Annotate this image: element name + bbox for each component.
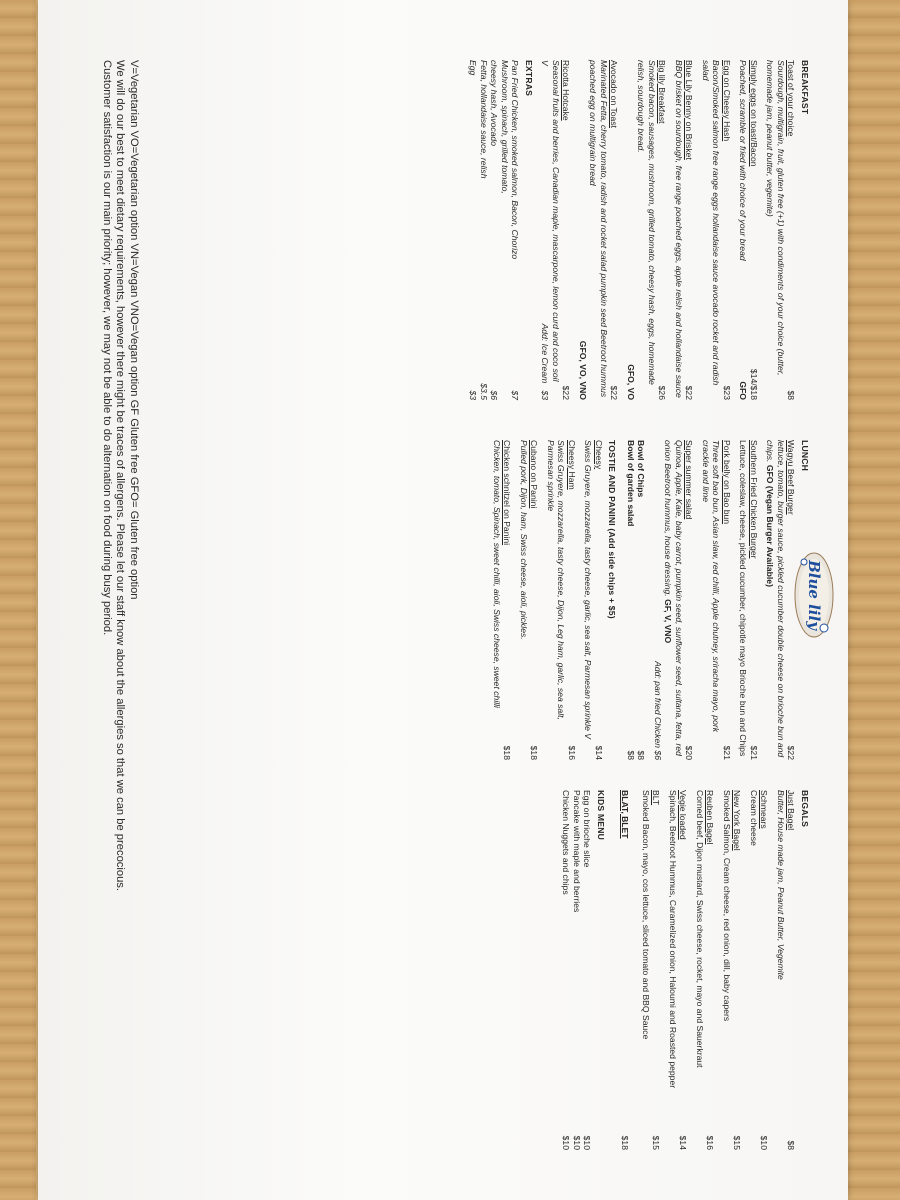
item-description: Smoked Bacon, mayo, cos lettuce, sliced tomato and BBQ Sauce	[641, 790, 651, 1040]
dietary-tag: GFO, VO	[626, 364, 636, 400]
item-price: $26	[657, 385, 668, 400]
menu-footer	[100, 60, 141, 1160]
menu-item	[546, 440, 578, 760]
item-price: $23	[722, 385, 732, 400]
kids-row	[561, 790, 572, 1150]
add-on-label: Add: Ice Cream	[540, 323, 551, 384]
add-on-price: $3	[540, 390, 551, 400]
menu-item	[674, 60, 695, 400]
toastie-title: TOSTIE AND PANINI (Add side chips + $5)	[607, 440, 618, 619]
item-price: $14/$18	[749, 368, 759, 400]
extra-name: cheesy hash, Avocado	[489, 60, 500, 146]
item-description: Swiss Gruyere, mozzarella, tasty cheese, Dijon, Leg ham, garlic, sea salt, Parmesan sprinkle	[546, 440, 567, 720]
add-on-line	[653, 440, 664, 760]
item-description: BBQ brisket on sourdough, free range poached eggs, apple relish and hollandaise sauce	[674, 60, 684, 398]
lunch-section	[486, 440, 811, 760]
kids-menu-title: KIDS MENU	[596, 790, 606, 841]
item-description: Spinach, Beetroot Hummus, Caramelized onion, Haloumi and Roasted pepper	[668, 790, 678, 1089]
item-name: Super summer salad	[684, 440, 695, 520]
item-price: $16	[705, 1135, 716, 1150]
item-description-text: lettuce, tomato, burger sauce, pickled cucumber double cheese on brioche bun and chips.	[765, 440, 786, 758]
item-name: Reuben Bagel	[705, 790, 716, 845]
extra-price: $6	[489, 390, 500, 400]
item-description: Poached, scramble or fried with choice of your bread	[738, 60, 749, 261]
add-on-label: Add: pan fried Chicken $6	[653, 661, 663, 760]
item-price: $22	[609, 385, 620, 400]
kids-row	[582, 790, 593, 1150]
item-description: Smoked bacon, sausages, mushroom, grilled tomato, cheesy hash, eggs, homemade relish, sourdough bread.	[636, 60, 657, 385]
kids-row	[572, 790, 583, 1150]
menu-sheet	[38, 0, 848, 1200]
menu-item	[738, 440, 759, 760]
item-name: Wagyu Beef Burger	[786, 440, 797, 515]
bagels-title: BEGALS	[800, 790, 810, 828]
item-name: Ricotta Hotcake	[561, 60, 572, 121]
item-name: Schmears	[759, 790, 770, 829]
menu-item	[653, 440, 695, 760]
breakfast-title: BREAKFAST	[800, 60, 810, 115]
wood-table-left	[0, 0, 36, 1200]
item-name: Just Bagel	[786, 790, 797, 831]
extra-name: Fetta, hollandaise sauce, relish	[479, 60, 489, 179]
allergen-notice: We will do our best to meet dietary requirements, however there might be traces of allergens. Please let our staff know about the allergies so that we can be precocious.	[114, 60, 127, 892]
item-description: Sourdough, multigrain, fruit, gluten free (+1) with condiments of your choice (butter, homemade jam, peanut butter, vegemite)	[765, 60, 786, 376]
extra-name: Egg	[468, 60, 479, 76]
item-name: Blue Lily Benny on Brisket	[684, 60, 695, 160]
side-name: Bowl of Chips	[636, 440, 647, 498]
item-name: Cubano on Panini	[529, 440, 540, 509]
item-name: Big lily Breakfast	[657, 60, 668, 124]
side-row	[626, 440, 637, 760]
kids-item-price: $10	[582, 1135, 593, 1150]
item-name: Pork belly on Bao bun	[722, 440, 732, 525]
item-price: $21	[722, 745, 732, 760]
item-price: $14	[594, 745, 604, 760]
dietary-tag: GFO (Vegan Burger Available)	[765, 464, 776, 587]
item-description: Marinated Fetta, cherry tomato, radish and rocket salad pumpkin seed Beetroot hummus poached egg on multigrain bread	[588, 60, 609, 398]
item-description: Swiss Gruyere, mozzarella, tasty cheese, garlic, sea salt, Parmesan sprinkle V	[583, 440, 594, 739]
extras-row	[468, 60, 479, 400]
extra-price: $3	[468, 390, 479, 400]
item-price: $18	[502, 745, 513, 760]
item-description: Corned beef, Dijon mustard, Swiss cheese, rocket, mayo and Sauerkraut	[695, 790, 705, 1068]
item-name: Avocado on Toast	[609, 60, 620, 129]
item-description: Cream cheese	[749, 790, 759, 846]
dietary-tag: V	[540, 60, 551, 66]
bagels-section	[561, 790, 810, 1150]
item-description: Seasonal fruits and berries, Canadian maple, mascarpone, lemon curd and coco soil	[551, 60, 561, 382]
side-price: $8	[636, 750, 647, 760]
menu-item	[722, 790, 743, 1150]
menu-item	[749, 790, 770, 1150]
extra-name: Mushroom, spinach, grilled tomato,	[500, 60, 510, 194]
kids-item-price: $10	[561, 1135, 572, 1150]
item-price: $8	[786, 1140, 797, 1150]
item-name: Chicken schnitzel on Panini	[502, 440, 513, 546]
extras-row	[510, 60, 521, 400]
side-row	[636, 440, 647, 760]
menu-item	[668, 790, 689, 1150]
item-name: Southern Fried Chicken Burger	[749, 440, 759, 559]
item-price: $22	[561, 385, 572, 400]
menu-item	[776, 790, 797, 1150]
kids-item-price: $10	[572, 1135, 582, 1150]
extra-price: $3.5	[479, 383, 489, 400]
item-description: Pulled pork, Dijon, ham, Swiss cheese, aioli, pickles.	[519, 440, 529, 640]
item-price: $18	[529, 745, 540, 760]
item-description	[663, 440, 684, 760]
menu-item	[519, 440, 540, 760]
item-price: $15	[732, 1135, 743, 1150]
menu-item	[492, 440, 513, 760]
extras-title: EXTRAS	[524, 60, 534, 97]
item-description-text: Quinoa, Apple, Kale, baby carrot, pumpkin seed, sunflower seed, sultana, fetta, red onion Beetroot hummus, house dressing.	[663, 440, 684, 756]
extra-price: $7	[510, 390, 521, 400]
item-name: Egg on Cheesy Hash	[722, 60, 732, 142]
busy-period-notice: Customer satisfaction is our main priority; however, we may not be able to do alternation on food during busy period.	[101, 60, 113, 636]
menu-item	[738, 60, 759, 400]
dietary-tag: GF, V, VNO	[663, 599, 674, 644]
item-price: $8	[786, 390, 797, 400]
kids-item-name: Pancake with maple and berries	[572, 790, 582, 913]
wood-table-right	[840, 0, 900, 1200]
item-price: $14	[678, 1135, 689, 1150]
item-name: Simply eggs on toast/Bacon	[749, 60, 759, 167]
item-price: $22	[684, 385, 695, 400]
item-name: BLAT, BLET	[620, 790, 631, 839]
item-name: New York Bagel	[732, 790, 743, 851]
item-description: Butter, House made jam, Peanut Butter, Vegemite	[776, 790, 786, 980]
dietary-tag: GFO, VO, VNO	[578, 340, 588, 400]
item-name: Toast of your choice	[786, 60, 797, 137]
item-price: $16	[567, 745, 577, 760]
item-description: Smoked Salmon, Cream cheese, red onion, dill, baby capers	[722, 790, 732, 1022]
item-name: Vegie loaded	[678, 790, 689, 840]
menu-item	[701, 440, 733, 760]
menu-item	[583, 440, 604, 760]
item-description: Chicken, tomato, Spinach, sweet chilli, aioli, Swiss cheese, sweet chilli	[492, 440, 502, 708]
extras-row	[489, 60, 500, 400]
kids-item-name: Chicken Nuggets and chips	[561, 790, 572, 895]
side-name: Bowl of garden salad	[626, 440, 636, 527]
menu-item	[701, 60, 733, 400]
item-name: Cheesy Ham	[567, 440, 577, 490]
item-price: $10	[759, 1135, 770, 1150]
item-name: Cheesy	[594, 440, 604, 470]
menu-item	[540, 60, 572, 400]
extras-row	[500, 60, 511, 400]
item-description: Bacon/Smoked salmon free range eggs hollandaise sauce avocado rocket and radish salad	[701, 60, 722, 386]
logo-text: Blue lily	[805, 560, 823, 630]
item-description: Three soft bao bun, Asian slaw, red chilli, Apple chutney, sriracha mayo, pork crackle and lime	[701, 440, 722, 733]
menu-item	[578, 60, 620, 400]
menu-item	[626, 60, 668, 400]
menu-item	[765, 60, 797, 400]
menu-item	[765, 440, 797, 760]
kids-item-name: Egg on brioche slice	[582, 790, 593, 868]
menu-item	[641, 790, 662, 1150]
menu-item	[695, 790, 716, 1150]
dietary-tag: GFO	[738, 381, 749, 400]
item-description	[765, 440, 786, 760]
extras-row	[479, 60, 490, 400]
item-price: $20	[684, 745, 695, 760]
breakfast-section	[468, 60, 810, 400]
item-price: $15	[651, 1135, 662, 1150]
item-price: $22	[786, 745, 797, 760]
side-price: $8	[626, 750, 636, 760]
item-name: BLT	[651, 790, 662, 806]
menu-item	[620, 790, 631, 1150]
item-description: Lettuce, coleslaw, cheese, pickled cucumber, chipotle mayo Brioche bun and Chips	[738, 440, 749, 757]
extra-name: Pan Fried Chicken, smoked salmon, Bacon, Chorizo	[510, 60, 521, 260]
item-price: $21	[749, 745, 759, 760]
item-price: $18	[620, 1135, 631, 1150]
menu-content	[38, 0, 848, 1200]
dietary-legend: V=Vegetarian VO=Vegetarian option VN=Vegan VNO=Vegan option GF Gluten free GFO= Gluten free option	[128, 60, 140, 600]
lunch-title: LUNCH	[800, 440, 810, 472]
